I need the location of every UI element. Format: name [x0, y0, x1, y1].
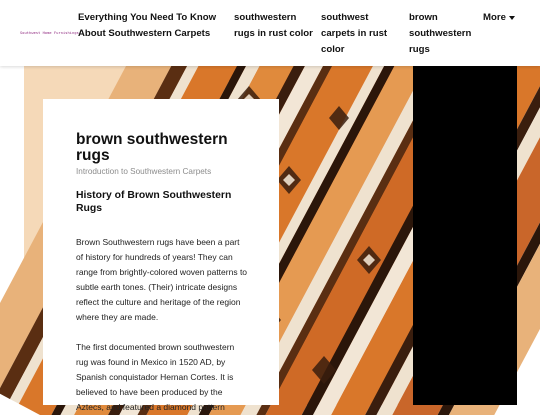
- nav-item-southwestern-carpets[interactable]: Everything You Need To Know About Southwestern Carpets: [78, 12, 217, 39]
- nav-more-menu[interactable]: [483, 10, 515, 26]
- hero-black-panel: [413, 66, 517, 405]
- nav-item-rust-carpets[interactable]: southwest carpets in rust color: [321, 12, 388, 55]
- nav-more-label: More: [483, 12, 506, 23]
- chevron-down-icon: [509, 16, 515, 20]
- article-paragraph: Brown Southwestern rugs have been a part of history for hundreds of years! They can range from brightly-colored woven patterns to subtle earth tones. (Their) intricate designs reflect the culture and heritage of the region where they are made.: [76, 237, 248, 322]
- site-logo[interactable]: Southwest Home Furnishings: [20, 31, 79, 35]
- nav-item-brown-rugs[interactable]: brown southwestern rugs: [409, 12, 472, 55]
- page-title: brown southwestern rugs: [76, 131, 228, 164]
- category-link[interactable]: Introduction to Southwestern Carpets: [76, 167, 212, 176]
- nav-item-rust-rugs[interactable]: southwestern rugs in rust color: [234, 12, 313, 39]
- section-heading: History of Brown Southwestern Rugs: [76, 190, 232, 214]
- site-header: [0, 0, 540, 66]
- article-paragraph: The first documented brown southwestern rug was found in Mexico in 1520 AD, by Spanish conquistador Hernan Cortes. It is believed to have been produced by the Aztecs, and featured a diamond pattern: [76, 342, 235, 412]
- article-card: [43, 99, 279, 412]
